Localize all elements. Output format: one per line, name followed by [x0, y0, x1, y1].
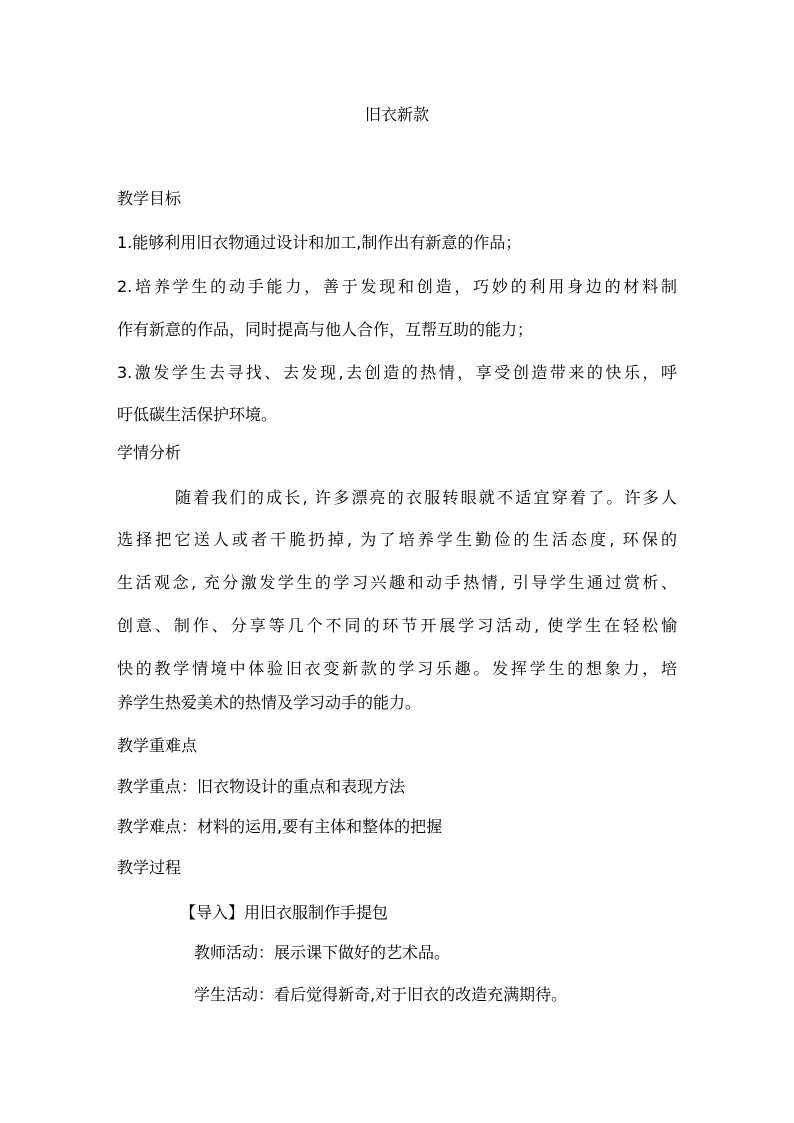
objectives-heading: 教学目标 — [117, 189, 182, 208]
analysis-line-2: 选择把它送人或者干脆扔掉, 为了培养学生勤俭的生活态度, 环保的 — [117, 530, 677, 549]
analysis-line-5: 快的教学情境中体验旧衣变新款的学习乐趣。发挥学生的想象力，培 — [117, 659, 677, 678]
analysis-heading: 学情分析 — [117, 443, 182, 462]
objective-1: 1.能够利用旧衣物通过设计和加工,制作出有新意的作品； — [117, 233, 522, 252]
process-intro: 【导入】用旧衣服制作手提包 — [180, 903, 389, 922]
key-points-heading: 教学重难点 — [117, 736, 198, 755]
objective-3-line-2: 吁低碳生活保护环境。 — [117, 405, 278, 424]
document-title: 旧衣新款 — [364, 105, 429, 124]
objective-3-line-1: 3.激发学生去寻找、去发现,去创造的热情，享受创造带来的快乐，呼 — [117, 363, 677, 382]
objective-2-line-1: 2.培养学生的动手能力，善于发现和创造，巧妙的利用身边的材料制 — [117, 277, 677, 296]
key-point: 教学重点：旧衣物设计的重点和表现方法 — [117, 777, 406, 796]
process-heading: 教学过程 — [117, 858, 182, 877]
analysis-line-6: 养学生热爱美术的热情及学习动手的能力。 — [117, 693, 422, 712]
analysis-line-3: 生活观念, 充分激发学生的学习兴趣和动手热情, 引导学生通过赏析、 — [117, 573, 677, 592]
analysis-line-1: 随着我们的成长, 许多漂亮的衣服转眼就不适宜穿着了。许多人 — [175, 488, 677, 507]
objective-2-line-2: 作有新意的作品，同时提高与他人合作，互帮互助的能力； — [117, 320, 534, 339]
difficult-point: 教学难点：材料的运用,要有主体和整体的把握 — [117, 817, 443, 836]
student-activity: 学生活动：看后觉得新奇,对于旧衣的改造充满期待。 — [194, 985, 568, 1004]
teacher-activity: 教师活动：展示课下做好的艺术品。 — [194, 943, 451, 962]
analysis-line-4: 创意、制作、分享等几个不同的环节开展学习活动, 使学生在轻松愉 — [117, 616, 677, 635]
